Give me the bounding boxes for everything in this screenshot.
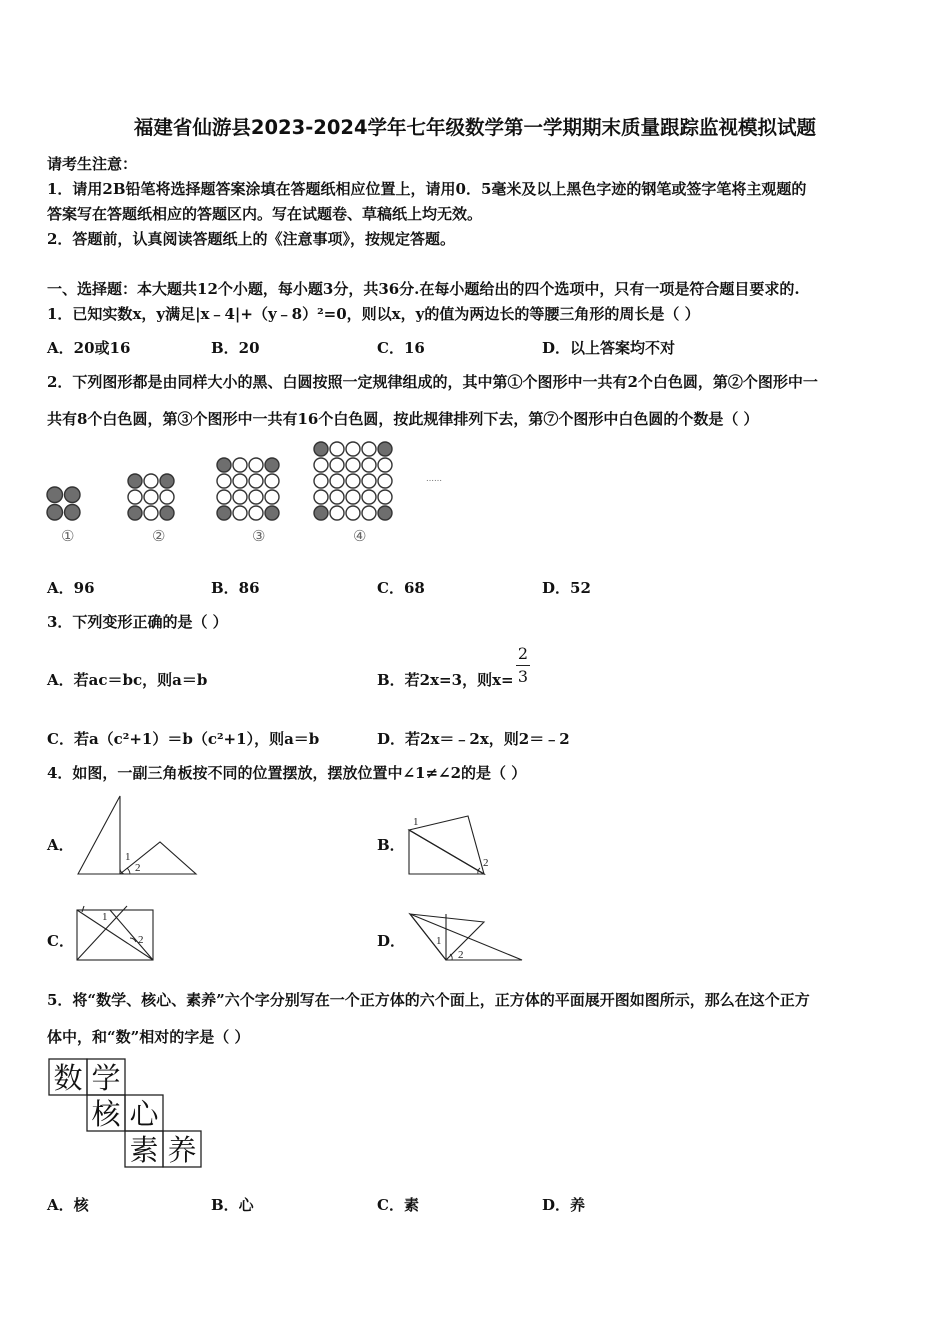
black-circle [47, 487, 63, 503]
white-circle [362, 506, 376, 520]
q3-option-a: A．若ac＝bc，则a＝b [47, 671, 208, 689]
q4-option-a: A． [47, 836, 74, 854]
triangle-figure-b [400, 810, 510, 880]
white-circle [378, 490, 392, 504]
notice-item-1-line-2: 答案写在答题纸相应的答题区内。写在试题卷、草稿纸上均无效。 [47, 205, 483, 223]
white-circle [249, 506, 263, 520]
fig-a-angle-2: 2 [135, 862, 141, 874]
white-circle [346, 474, 360, 488]
question-2-line-2: 共有8个白色圆，第③个图形中一共有16个白色圆，按此规律排列下去，第⑦个图形中白色圆的个数是（ ） [47, 410, 759, 428]
net-face-shu: 数 [53, 1061, 83, 1095]
black-circle [217, 506, 231, 520]
q3-b-fraction-denominator: 3 [517, 667, 529, 686]
q3-b-fraction-numerator: 2 [517, 644, 529, 663]
black-circle [160, 506, 174, 520]
white-circle [314, 458, 328, 472]
q3-b-fraction-bar [516, 665, 530, 666]
figure-ellipsis: …… [426, 474, 442, 483]
q2-option-d: D．52 [542, 579, 591, 597]
black-circle [128, 474, 142, 488]
white-circle [144, 490, 158, 504]
white-circle [249, 458, 263, 472]
white-circle [265, 474, 279, 488]
figure-label-4: ④ [353, 527, 367, 545]
white-circle [330, 458, 344, 472]
black-circle [265, 458, 279, 472]
white-circle [233, 458, 247, 472]
fig-d-angle-1: 1 [436, 935, 442, 947]
q1-option-a: A．20或16 [47, 339, 131, 357]
white-circle [233, 506, 247, 520]
triangle-figure-c [70, 898, 170, 966]
cube-net-figure [45, 1055, 215, 1175]
white-circle [160, 490, 174, 504]
question-4-stem: 4．如图，一副三角板按不同的位置摆放，摆放位置中∠1≠∠2的是（ ） [47, 764, 527, 782]
white-circle [144, 506, 158, 520]
q1-option-d: D．以上答案均不对 [542, 339, 676, 357]
triangle-figure-d [404, 906, 529, 966]
fig-c-angle-2: 2 [138, 934, 144, 946]
white-circle [249, 474, 263, 488]
q5-option-b: B．心 [211, 1196, 254, 1214]
black-circle [65, 505, 81, 521]
q5-option-d: D．养 [542, 1196, 586, 1214]
black-circle [314, 442, 328, 456]
notice-heading: 请考生注意： [47, 155, 138, 173]
net-face-he: 核 [91, 1097, 121, 1131]
figure-label-1: ① [61, 527, 75, 545]
q3-option-c: C．若a（c²+1）＝b（c²+1），则a＝b [47, 730, 320, 748]
figure-label-2: ② [152, 527, 166, 545]
net-face-su: 素 [129, 1133, 159, 1167]
triangle-figure-a [70, 790, 210, 885]
black-circle [314, 506, 328, 520]
q4-option-d: D． [377, 932, 406, 950]
white-circle [362, 442, 376, 456]
white-circle [346, 490, 360, 504]
white-circle [217, 474, 231, 488]
q4-option-b: B． [377, 836, 405, 854]
white-circle [233, 490, 247, 504]
q1-option-c: C．16 [377, 339, 425, 357]
white-circle [362, 490, 376, 504]
q2-option-a: A．96 [47, 579, 95, 597]
black-circle [378, 442, 392, 456]
white-circle [249, 490, 263, 504]
white-circle [330, 490, 344, 504]
question-5-line-2: 体中，和“数”相对的字是（ ） [47, 1028, 250, 1046]
question-5-line-1: 5．将“数学、核心、素养”六个字分别写在一个正方体的六个面上，正方体的平面展开图如图所示，那么在这个正方 [47, 991, 810, 1009]
black-circle [265, 506, 279, 520]
fig-b-angle-2: 2 [483, 857, 489, 869]
white-circle [330, 506, 344, 520]
fig-c-angle-1: 1 [102, 911, 108, 923]
q4-option-c: C． [47, 932, 74, 950]
black-circle [378, 506, 392, 520]
notice-item-2: 2．答题前，认真阅读答题纸上的《注意事项》，按规定答题。 [47, 230, 455, 248]
fig-b-angle-1: 1 [413, 816, 419, 828]
net-face-xin: 心 [129, 1097, 159, 1131]
fig-a-angle-1: 1 [125, 851, 131, 863]
q3-option-d: D．若2x＝﹣2x，则2＝﹣2 [377, 730, 570, 748]
q5-option-a: A．核 [47, 1196, 89, 1214]
section-heading: 一、选择题：本大题共12个小题，每小题3分，共36分.在每小题给出的四个选项中，只有一项是符合题目要求的. [47, 280, 800, 298]
black-circle [65, 487, 81, 503]
net-face-yang: 养 [167, 1133, 197, 1167]
fig-d-angle-2: 2 [458, 949, 464, 961]
q3-option-b: B．若2x=3，则x= [377, 671, 514, 689]
q2-option-b: B．86 [211, 579, 260, 597]
white-circle [314, 474, 328, 488]
question-1-stem: 1．已知实数x，y满足|x﹣4|+（y﹣8）²=0，则以x，y的值为两边长的等腰三角形的周长是（ ） [47, 305, 700, 323]
white-circle [265, 490, 279, 504]
white-circle [233, 474, 247, 488]
white-circle [144, 474, 158, 488]
q5-option-c: C．素 [377, 1196, 419, 1214]
white-circle [128, 490, 142, 504]
notice-item-1-line-1: 1．请用2B铅笔将选择题答案涂填在答题纸相应位置上，请用0．5毫米及以上黑色字迹的钢笔或签字笔将主观题的 [47, 180, 807, 198]
white-circle [346, 506, 360, 520]
white-circle [346, 442, 360, 456]
white-circle [362, 474, 376, 488]
q1-option-b: B．20 [211, 339, 260, 357]
white-circle [362, 458, 376, 472]
circle-pattern-figure [0, 430, 950, 550]
q2-option-c: C．68 [377, 579, 425, 597]
net-face-xue: 学 [91, 1061, 121, 1095]
question-3-stem: 3．下列变形正确的是（ ） [47, 613, 228, 631]
black-circle [160, 474, 174, 488]
black-circle [128, 506, 142, 520]
white-circle [378, 458, 392, 472]
black-circle [217, 458, 231, 472]
white-circle [330, 474, 344, 488]
white-circle [217, 490, 231, 504]
question-2-line-1: 2．下列图形都是由同样大小的黑、白圆按照一定规律组成的，其中第①个图形中一共有2个白色圆，第②个图形中一 [47, 373, 818, 391]
page-title: 福建省仙游县2023-2024学年七年级数学第一学期期末质量跟踪监视模拟试题 [133, 116, 817, 139]
white-circle [314, 490, 328, 504]
white-circle [346, 458, 360, 472]
figure-label-3: ③ [252, 527, 266, 545]
black-circle [47, 505, 63, 521]
white-circle [330, 442, 344, 456]
white-circle [378, 474, 392, 488]
